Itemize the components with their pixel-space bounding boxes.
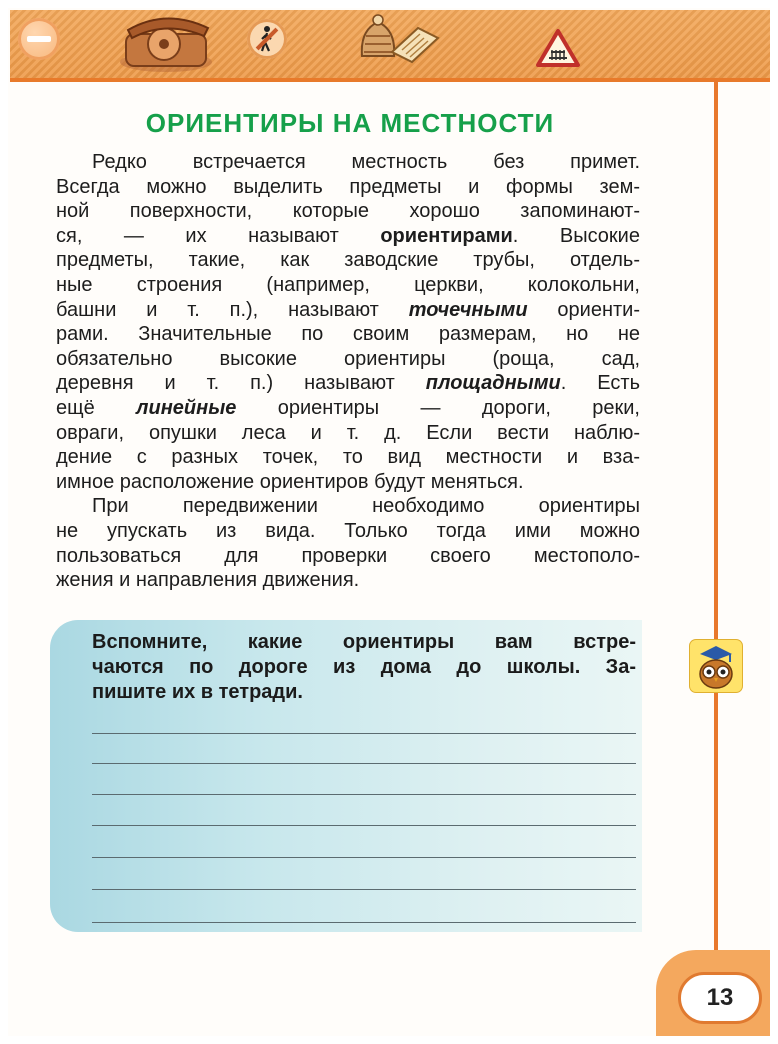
paragraph-line: деревня и т. п.) называют площадными. Есть xyxy=(56,372,640,395)
paragraph-line: имное расположение ориентиров будут меняться. xyxy=(56,470,524,493)
right-margin-line xyxy=(714,80,718,980)
task-text xyxy=(92,630,636,705)
owl-icon xyxy=(690,640,742,692)
paragraph-line: обязательно высокие ориентиры (роща, сад, xyxy=(56,347,640,370)
paragraph-line: ные строения (например, церкви, колокольни, xyxy=(56,273,640,296)
no-entry-sign-icon xyxy=(18,18,60,60)
term-lineynye: линейные xyxy=(136,396,237,419)
paragraph-line: пользоваться для проверки своего местополо- xyxy=(56,544,640,567)
writing-line xyxy=(92,857,636,858)
pedestrian-sign-icon xyxy=(247,19,287,59)
writing-line xyxy=(92,733,636,734)
telephone-icon xyxy=(118,12,218,79)
paragraph-line: ной поверхности, которые хорошо запоминают- xyxy=(56,200,640,223)
term-tochechnye: точечными xyxy=(408,298,528,321)
main-text xyxy=(56,150,640,593)
paragraph-line: Всегда можно выделить предметы и формы зем- xyxy=(56,175,640,198)
page-title: ОРИЕНТИРЫ НА МЕСТНОСТИ xyxy=(145,108,555,138)
term-orientiry: ориентирами xyxy=(380,224,513,247)
paragraph-line: ещё линейные ориентиры — дороги, реки, xyxy=(56,396,640,419)
writing-line xyxy=(92,763,636,764)
paragraph-line: дение с разных точек, то вид местности и вза- xyxy=(56,446,640,469)
task-line: чаются по дороге из дома до школы. За- xyxy=(92,656,636,678)
writing-line xyxy=(92,825,636,826)
writing-line xyxy=(92,922,636,923)
term-ploshchadnye: площадными xyxy=(425,372,561,395)
paragraph-line: башни и т. п.), называют точечными ориенти- xyxy=(56,298,641,321)
paragraph-line: При передвижении необходимо ориентиры xyxy=(92,495,640,518)
page-number: 13 xyxy=(678,972,762,1024)
writing-line xyxy=(92,794,636,795)
paragraph-line: не упускать из вида. Только тогда ими можно xyxy=(56,519,640,542)
task-line: Вспомните, какие ориентиры вам встре- xyxy=(92,631,636,653)
paragraph-line: ся, — их называют ориентирами. Высокие xyxy=(56,224,640,247)
paragraph-line: овраги, опушки леса и т. д. Если вести наблю- xyxy=(56,421,640,444)
paragraph-line: Редко встречается местность без примет. xyxy=(92,151,640,173)
railway-crossing-sign-icon xyxy=(535,28,581,73)
scroll-icon xyxy=(388,24,440,69)
writing-line xyxy=(92,889,636,890)
paragraph-line: жения и направления движения. xyxy=(56,569,360,592)
task-line: пишите их в тетради. xyxy=(92,681,303,703)
paragraph-line: рами. Значительные по своим размерам, но не xyxy=(56,323,640,346)
paragraph-line: предметы, такие, как заводские трубы, отдель- xyxy=(56,249,640,272)
